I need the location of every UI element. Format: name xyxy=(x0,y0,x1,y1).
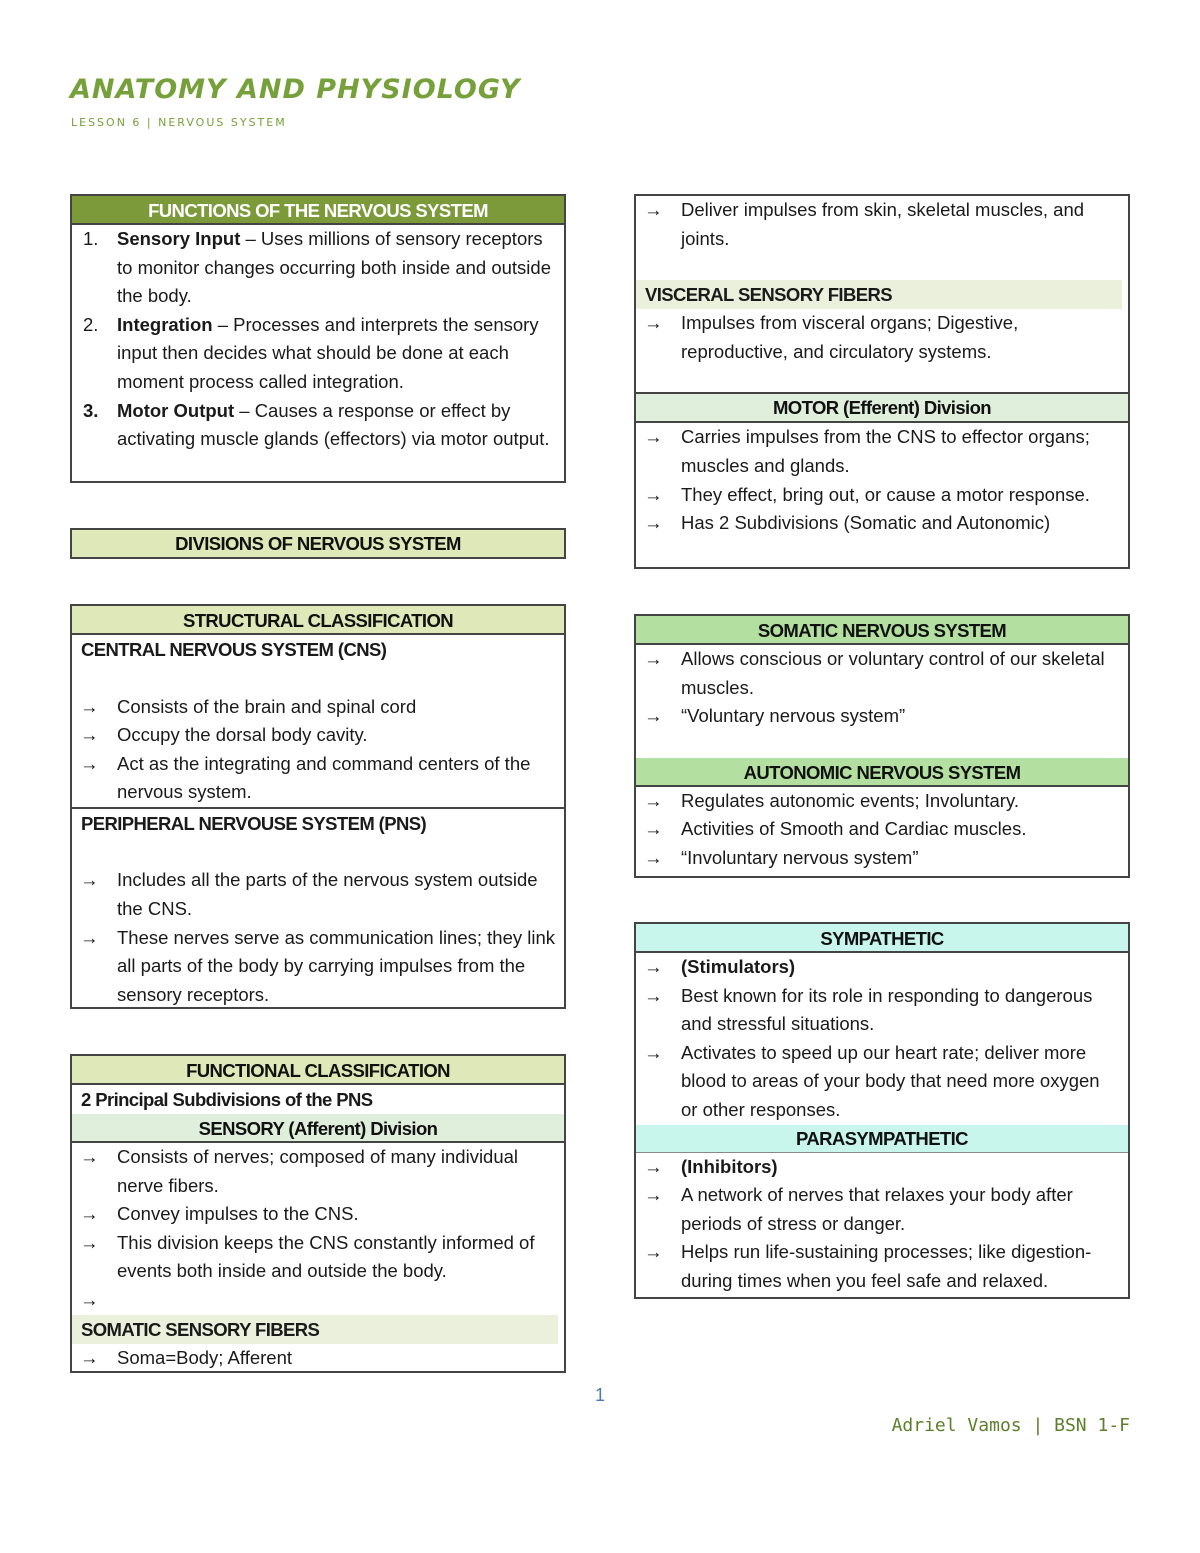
skin-list xyxy=(636,196,1128,253)
function-item xyxy=(72,311,564,397)
list-item: → Has 2 Subdivisions (Somatic and Autonomic) xyxy=(636,509,1128,538)
somatic-sensory-list xyxy=(72,1344,564,1373)
sympathetic-list xyxy=(636,953,1128,1125)
list-item: → Convey impulses to the CNS. xyxy=(72,1200,564,1229)
arrow-right-icon: → xyxy=(644,648,663,669)
arrow-right-icon: → xyxy=(644,846,663,868)
arrow-right-icon: → xyxy=(644,1155,663,1177)
divisions-header: DIVISIONS OF NERVOUS SYSTEM xyxy=(72,530,564,557)
cns-list xyxy=(72,693,564,807)
list-item: → Best known for its role in responding to dangerous and stressful situations. xyxy=(636,982,1128,1039)
function-item-term: Sensory Input xyxy=(117,228,241,249)
parasympathetic-header: PARASYMPATHETIC xyxy=(636,1125,1128,1153)
arrow-right-icon: → xyxy=(644,1041,663,1063)
arrow-right-icon: → xyxy=(644,512,663,534)
functions-box xyxy=(70,194,566,483)
arrow-right-icon: → xyxy=(644,483,663,505)
arrow-right-icon: → xyxy=(80,1203,99,1225)
structural-box xyxy=(70,604,566,1009)
parasympathetic-list xyxy=(636,1153,1128,1296)
function-item xyxy=(72,225,564,311)
arrow-right-icon: → xyxy=(80,1231,99,1253)
arrow-right-icon: → xyxy=(644,984,663,1006)
pns-list xyxy=(72,866,564,1009)
motor-header: MOTOR (Efferent) Division xyxy=(636,392,1128,423)
list-item: → Carries impulses from the CNS to effector organs; muscles and glands. xyxy=(636,423,1128,480)
structural-header: STRUCTURAL CLASSIFICATION xyxy=(72,606,564,635)
sympathetic-box xyxy=(634,922,1130,1299)
arrow-right-icon: → xyxy=(80,724,99,746)
function-item-text: – Uses millions of sensory receptors to monitor changes occurring both inside and outside the body. xyxy=(117,228,551,307)
list-item: → Allows conscious or voluntary control of our skeletal muscles. xyxy=(636,645,1128,702)
list-item: → These nerves serve as communication lines; they link all parts of the body by carrying impulses from the sensory receptors. xyxy=(72,924,564,1010)
list-item: → Activities of Smooth and Cardiac muscles. xyxy=(636,815,1128,844)
arrow-right-icon: → xyxy=(80,1146,99,1167)
arrow-right-icon: → xyxy=(80,1288,99,1310)
list-item: → Includes all the parts of the nervous system outside the CNS. xyxy=(72,866,564,923)
list-item: → “Voluntary nervous system” xyxy=(636,702,1128,731)
sensory-header: SENSORY (Afferent) Division xyxy=(72,1114,564,1143)
arrow-right-icon: → xyxy=(80,1346,99,1368)
divisions-box xyxy=(70,528,566,559)
arrow-right-icon: → xyxy=(80,752,99,774)
autonomic-list xyxy=(636,787,1128,873)
list-item: → Act as the integrating and command centers of the nervous system. xyxy=(72,750,564,807)
arrow-right-icon: → xyxy=(644,956,663,977)
list-item: → Activates to speed up our heart rate; deliver more blood to areas of your body that need more oxygen or other responses. xyxy=(636,1039,1128,1125)
list-item: → Deliver impulses from skin, skeletal muscles, and joints. xyxy=(636,196,1128,253)
arrow-right-icon: → xyxy=(80,926,99,948)
function-item-term: Motor Output xyxy=(117,399,235,421)
function-item-number: 1. xyxy=(83,228,99,249)
list-item: → Regulates autonomic events; Involuntary. xyxy=(636,787,1128,816)
sympathetic-header: SYMPATHETIC xyxy=(636,924,1128,953)
list-item: → A network of nerves that relaxes your body after periods of stress or danger. xyxy=(636,1181,1128,1238)
page-number: 1 xyxy=(595,1385,606,1405)
page-subtitle: LESSON 6 | NERVOUS SYSTEM xyxy=(71,116,287,129)
function-item xyxy=(72,397,564,454)
visceral-title: VISCERAL SENSORY FIBERS xyxy=(636,280,1122,309)
functions-header: FUNCTIONS OF THE NERVOUS SYSTEM xyxy=(72,196,564,225)
function-item-text: – Processes and interprets the sensory input then decides what should be done at each moment process called integration. xyxy=(117,313,539,392)
functional-header: FUNCTIONAL CLASSIFICATION xyxy=(72,1056,564,1085)
arrow-right-icon: → xyxy=(644,789,663,811)
function-item-text: – Causes a response or effect by activating muscle glands (effectors) via motor output. xyxy=(117,399,550,450)
functional-box xyxy=(70,1054,566,1373)
arrow-right-icon: → xyxy=(644,1184,663,1206)
author-footer: Adriel Vamos | BSN 1-F xyxy=(891,1415,1130,1436)
list-item: → Occupy the dorsal body cavity. xyxy=(72,721,564,750)
list-item: → Consists of nerves; composed of many individual nerve fibers. xyxy=(72,1143,564,1200)
list-item: → Soma=Body; Afferent xyxy=(72,1344,564,1373)
function-item-number: 3. xyxy=(83,399,99,421)
list-item: → (Inhibitors) xyxy=(636,1153,1128,1182)
visceral-list xyxy=(636,309,1128,366)
somatic-header: SOMATIC NERVOUS SYSTEM xyxy=(636,616,1128,645)
list-item: → Consists of the brain and spinal cord xyxy=(72,693,564,722)
list-item: → “Involuntary nervous system” xyxy=(636,844,1128,873)
arrow-right-icon: → xyxy=(644,1241,663,1263)
list-item: → This division keeps the CNS constantly informed of events both inside and outside the body. xyxy=(72,1229,564,1286)
somatic-list xyxy=(636,645,1128,731)
page-title: ANATOMY AND PHYSIOLOGY xyxy=(70,74,521,105)
arrow-right-icon: → xyxy=(644,426,663,448)
arrow-right-icon: → xyxy=(80,695,99,717)
functions-list xyxy=(72,225,564,454)
pns-title: PERIPHERAL NERVOUSE SYSTEM (PNS) xyxy=(72,807,564,838)
arrow-right-icon: → xyxy=(644,705,663,727)
list-item xyxy=(72,1286,564,1315)
list-item: → (Stimulators) xyxy=(636,953,1128,982)
arrow-right-icon: → xyxy=(644,312,663,334)
motor-list xyxy=(636,423,1128,537)
functional-subtitle: 2 Principal Subdivisions of the PNS xyxy=(81,1089,373,1110)
arrow-right-icon: → xyxy=(644,199,663,220)
list-item: → Impulses from visceral organs; Digestive, reproductive, and circulatory systems. xyxy=(636,309,1128,366)
somatic-box xyxy=(634,614,1130,878)
list-item: → Helps run life-sustaining processes; like digestion-during times when you feel safe and relaxed. xyxy=(636,1238,1128,1295)
sensory-continued-box xyxy=(634,194,1130,569)
sensory-list xyxy=(72,1143,564,1315)
function-item-term: Integration xyxy=(117,313,213,335)
arrow-right-icon: → xyxy=(80,869,99,891)
list-item: → They effect, bring out, or cause a motor response. xyxy=(636,481,1128,510)
function-item-number: 2. xyxy=(83,313,99,335)
arrow-right-icon: → xyxy=(644,818,663,840)
cns-title: CENTRAL NERVOUS SYSTEM (CNS) xyxy=(81,639,387,660)
somatic-sensory-title: SOMATIC SENSORY FIBERS xyxy=(72,1315,558,1344)
autonomic-header: AUTONOMIC NERVOUS SYSTEM xyxy=(636,758,1128,787)
